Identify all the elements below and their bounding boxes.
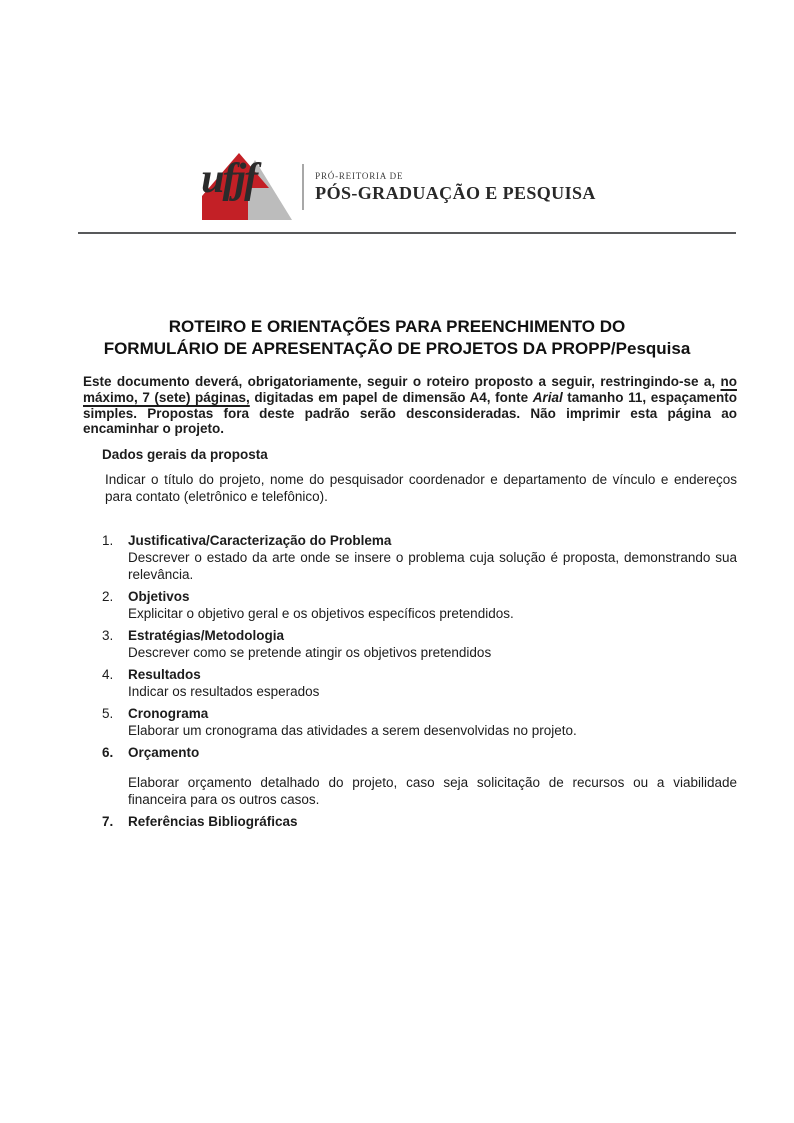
- general-section-heading: Dados gerais da proposta: [102, 447, 268, 463]
- item-number: 6.: [102, 745, 114, 761]
- list-item-1: [102, 532, 737, 583]
- list-item-3: [102, 627, 737, 661]
- item-description: Elaborar orçamento detalhado do projeto, caso seja solicitação de recursos ou a viabilidade financeira para os outros casos.: [128, 775, 737, 808]
- header: [0, 0, 794, 224]
- list-item-6: [102, 744, 737, 808]
- item-title: Orçamento: [128, 745, 200, 761]
- ufjf-logo: [198, 150, 292, 224]
- intro-text-2: digitadas em papel de dimensão A4, fonte: [249, 389, 533, 405]
- document-title-line1: ROTEIRO E ORIENTAÇÕES PARA PREENCHIMENTO DO: [168, 317, 626, 336]
- intro-paragraph: [83, 374, 737, 437]
- item-title: Cronograma: [128, 706, 209, 722]
- org-name-small: PRÓ-REITORIA DE: [315, 170, 404, 181]
- item-description: Descrever o estado da arte onde se insere o problema cuja solução é proposta, demonstrando sua relevância.: [128, 550, 737, 583]
- list-item-4: [102, 666, 737, 700]
- intro-text-3: tamanho 11, espaçamento simples. Propostas fora deste padrão serão desconsideradas. Não imprimir esta página ao encaminhar o projeto.: [83, 389, 737, 437]
- intro-text-1: Este documento deverá, obrigatoriamente, seguir o roteiro proposto a seguir, restringindo-se a,: [83, 374, 721, 389]
- item-number: 5.: [102, 706, 114, 722]
- item-number: 7.: [102, 814, 114, 830]
- header-rule: [78, 232, 736, 234]
- item-description: Elaborar um cronograma das atividades a serem desenvolvidas no projeto.: [128, 723, 577, 739]
- item-description: Explicitar o objetivo geral e os objetivos específicos pretendidos.: [128, 606, 514, 622]
- item-description: Indicar os resultados esperados: [128, 684, 320, 700]
- document-title: [0, 316, 794, 360]
- intro-font-name: Arial: [532, 389, 563, 405]
- org-name-large: PÓS-GRADUAÇÃO E PESQUISA: [315, 182, 596, 203]
- logo-text: [315, 171, 596, 204]
- logo-divider: [302, 164, 304, 210]
- item-number: 4.: [102, 667, 114, 683]
- item-number: 2.: [102, 589, 114, 605]
- list-item-2: [102, 588, 737, 622]
- list-item-7: [102, 813, 737, 830]
- item-description: Descrever como se pretende atingir os objetivos pretendidos: [128, 645, 492, 661]
- item-title: Objetivos: [128, 589, 190, 605]
- instruction-list: [102, 532, 737, 830]
- document-title-line2: FORMULÁRIO DE APRESENTAÇÃO DE PROJETOS DA PROPP/Pesquisa: [103, 339, 691, 358]
- list-item-5: [102, 705, 737, 739]
- general-section-body: Indicar o título do projeto, nome do pesquisador coordenador e departamento de vínculo e endereços para contato (eletrônico e telefônico).: [105, 472, 737, 505]
- item-number: 3.: [102, 628, 114, 644]
- item-title: Resultados: [128, 667, 201, 683]
- item-title: Estratégias/Metodologia: [128, 628, 285, 644]
- item-number: 1.: [102, 533, 114, 549]
- content-area: [102, 447, 737, 830]
- item-title: Referências Bibliográficas: [128, 814, 298, 830]
- intro-underlined-phrase: no máximo, 7 (sete) páginas,: [83, 374, 737, 405]
- ufjf-acronym: ufjf: [201, 156, 257, 202]
- item-title: Justificativa/Caracterização do Problema: [128, 533, 392, 549]
